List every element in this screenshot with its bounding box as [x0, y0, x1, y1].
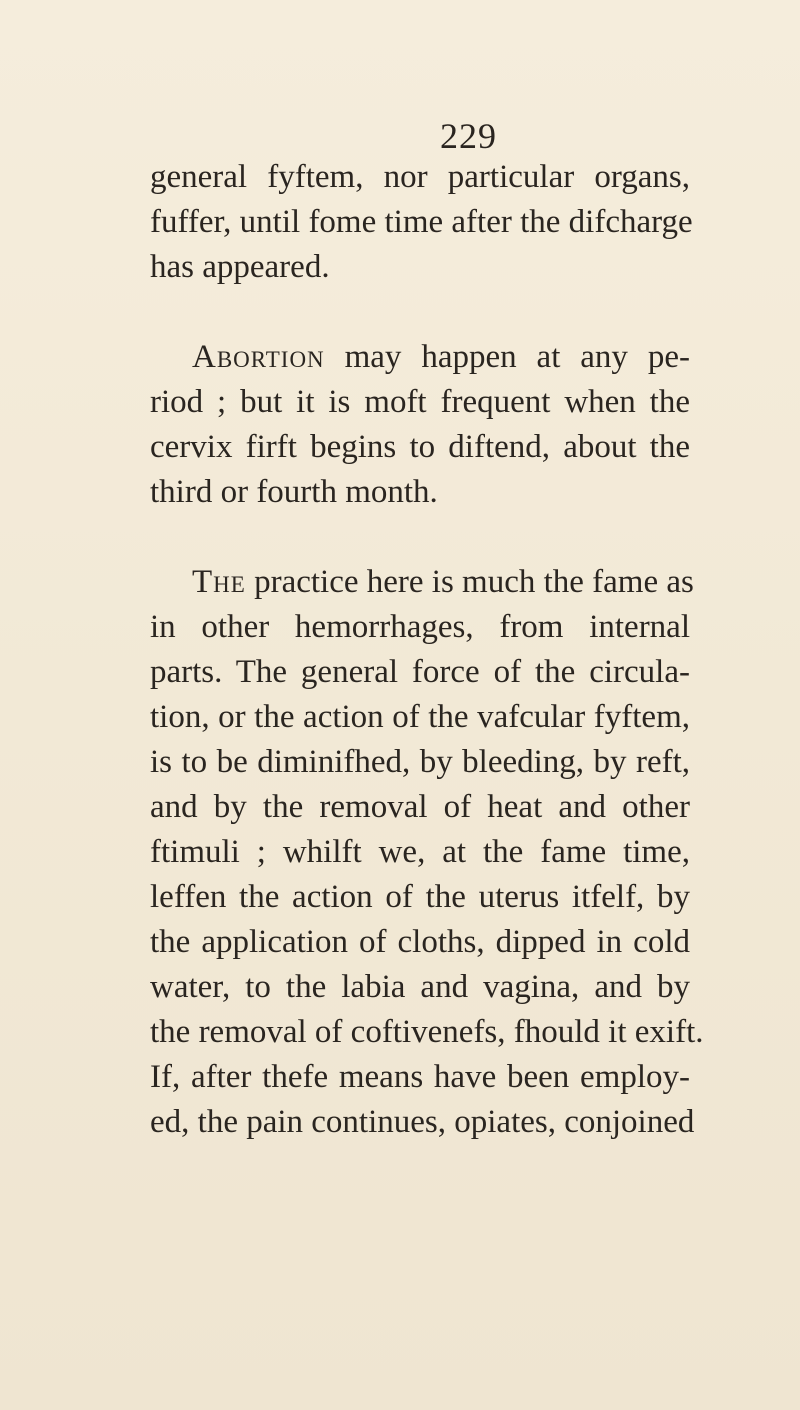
text-line: in other hemorrhages, from internal: [150, 609, 690, 645]
line-text: practice here is much the fame as: [245, 564, 694, 600]
text-line: tion, or the action of the vafcular fyftem,: [150, 699, 690, 735]
text-line: is to be diminifhed, by bleeding, by reft,: [150, 744, 690, 780]
paragraph-1: [150, 155, 693, 290]
paragraph-3: [150, 560, 704, 1145]
text-line: If, after thefe means have been employ-: [150, 1059, 690, 1095]
text-line: ed, the pain continues, opiates, conjoined: [150, 1104, 695, 1140]
page-number: 229: [440, 116, 497, 156]
paragraph-gap: [150, 290, 690, 335]
text-line: has appeared.: [150, 249, 330, 285]
text-line: [150, 560, 694, 605]
text-line: general fyftem, nor particular organs,: [150, 159, 690, 195]
text-line: parts. The general force of the circula-: [150, 654, 690, 690]
text-line: ftimuli ; whilft we, at the fame time,: [150, 834, 690, 870]
text-line: [150, 335, 690, 380]
paragraph-gap: [150, 515, 690, 560]
text-line: and by the removal of heat and other: [150, 789, 690, 825]
body-text: [150, 155, 704, 1145]
text-line: water, to the labia and vagina, and by: [150, 969, 690, 1005]
text-line: third or fourth month.: [150, 474, 438, 510]
text-line: riod ; but it is moft frequent when the: [150, 384, 690, 420]
text-line: cervix firft begins to diftend, about the: [150, 429, 690, 465]
text-line: leffen the action of the uterus itfelf, by: [150, 879, 690, 915]
lead-word: The: [192, 564, 246, 600]
paragraph-2: [150, 335, 690, 515]
lead-word: Abortion: [192, 339, 325, 375]
text-line: fuffer, until fome time after the difcharge: [150, 204, 693, 240]
text-line: the removal of coftivenefs, fhould it exift.: [150, 1014, 704, 1050]
line-text: may happen at any pe-: [324, 339, 690, 375]
text-line: the application of cloths, dipped in cold: [150, 924, 690, 960]
